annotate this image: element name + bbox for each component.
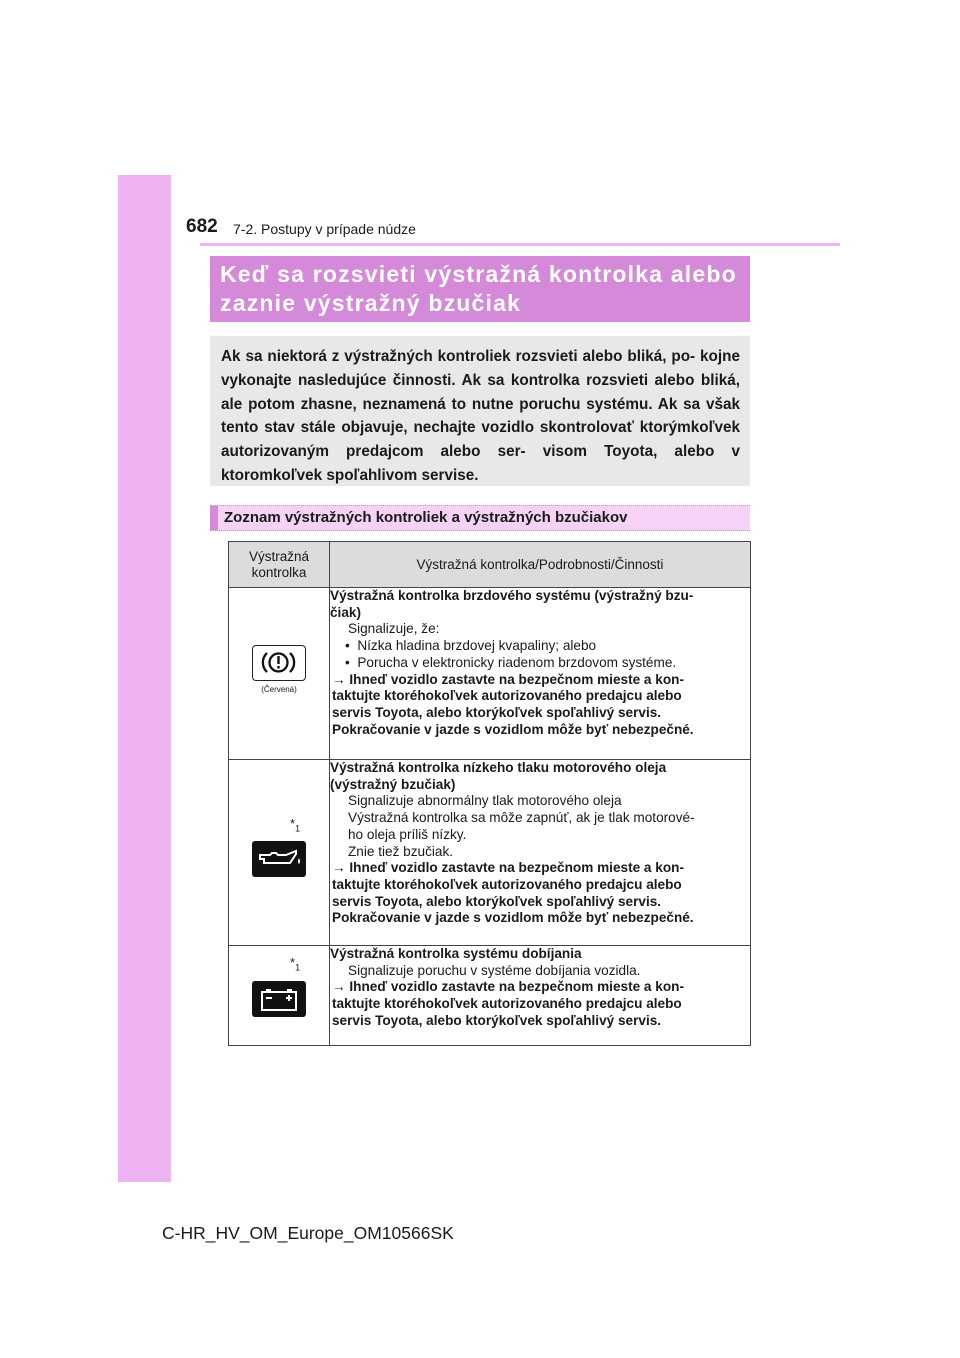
header-warning-light: Výstražná kontrolka — [229, 542, 330, 588]
oil-pressure-icon — [252, 841, 306, 877]
icon-cell-brake — [229, 588, 330, 760]
brake-warning-icon — [252, 645, 306, 681]
subsection-bar — [210, 505, 750, 531]
page-number: 682 — [186, 216, 218, 237]
subsection-accent — [210, 506, 218, 530]
footnote-marker: $*_1$ — [290, 816, 301, 834]
details-brake: Výstražná kontrolka brzdového systému (výstražný bzu- čiak) Signalizuje, že: • Nízka hladina brzdovej kvapaliny; alebo • Porucha v elektronicky riadenom brzdovom systéme. → Ihneď vozidlo zastavte na bezpečnom mieste a kon- taktujte ktoréhokoľvek autorizovaného predajcu alebo servis Toyota, alebo ktorýkoľvek spoľahlivý servis. Pokračovanie v jazde s vozidlom môže byť nebezpečné. — [330, 588, 751, 760]
section-title-line2: zaznie výstražný bzučiak — [220, 290, 522, 316]
header-rule — [200, 243, 840, 246]
details-oil: Výstražná kontrolka nízkeho tlaku motorového oleja (výstražný bzučiak) Signalizuje abnormálny tlak motorového oleja Výstražná kontrolka sa môže zapnúť, ak je tlak motorové- ho oleja príliš nízky. Znie tiež bzučiak. → Ihneď vozidlo zastavte na bezpečnom mieste a kon- taktujte ktoréhokoľvek autorizovaného predajcu alebo servis Toyota, alebo ktorýkoľvek spoľahlivý servis. Pokračovanie v jazde s vozidlom môže byť nebezpečné. — [330, 760, 751, 946]
battery-charging-icon — [252, 981, 306, 1017]
icon-caption-red: (Červená) — [261, 685, 297, 694]
action-text: → Ihneď vozidlo zastavte na bezpečnom mieste a kon- — [332, 671, 684, 687]
document-footer: C-HR_HV_OM_Europe_OM10566SK — [162, 1223, 454, 1243]
table-row — [229, 760, 751, 946]
intro-text: Ak sa niektorá z výstražných kontroliek rozsvieti alebo bliká, po- kojne vykonajte nasledujúce činnosti. Ak sa kontrolka rozsvieti alebo bliká, ale potom zhasne, neznamená to nutne poruchu systému. Ak sa však tento stav stále objavuje, nechajte vozidlo skontrolovať ktorýmkoľvek autorizovaným predajcom alebo ser- visom Toyota, alebo v ktoromkoľvek spoľahlivom servise. — [221, 348, 740, 484]
details-battery: Výstražná kontrolka systému dobíjania Signalizuje poruchu v systéme dobíjania vozidla. → Ihneď vozidlo zastavte na bezpečnom mieste a kon- taktujte ktoréhokoľvek autorizovaného predajcu alebo servis Toyota, alebo ktorýkoľvek spoľahlivý servis. — [330, 946, 751, 1046]
action-text: → Ihneď vozidlo zastavte na bezpečnom mieste a kon- — [332, 860, 684, 876]
side-tab-strip — [118, 175, 171, 1182]
section-title-line1: Keď sa rozsvieti výstražná kontrolka alebo — [220, 261, 737, 287]
intro-box — [210, 336, 750, 486]
action-text: → Ihneď vozidlo zastavte na bezpečnom mieste a kon- — [332, 979, 684, 995]
table-row — [229, 588, 751, 760]
icon-cell-oil — [229, 760, 330, 946]
warning-table — [228, 541, 751, 1046]
subsection-title: Zoznam výstražných kontroliek a výstražných bzučiakov — [224, 509, 628, 526]
table-header-row — [229, 542, 751, 588]
footnote-marker: $*_1$ — [290, 955, 301, 973]
table-row — [229, 946, 751, 1046]
list-item: • Nízka hladina brzdovej kvapaliny; alebo — [345, 638, 597, 654]
section-title — [210, 256, 750, 322]
list-item: • Porucha v elektronicky riadenom brzdovom systéme. — [345, 654, 677, 670]
header-details: Výstražná kontrolka/Podrobnosti/Činnosti — [330, 542, 751, 588]
chapter-title: 7-2. Postupy v prípade núdze — [233, 221, 416, 237]
icon-cell-battery — [229, 946, 330, 1046]
